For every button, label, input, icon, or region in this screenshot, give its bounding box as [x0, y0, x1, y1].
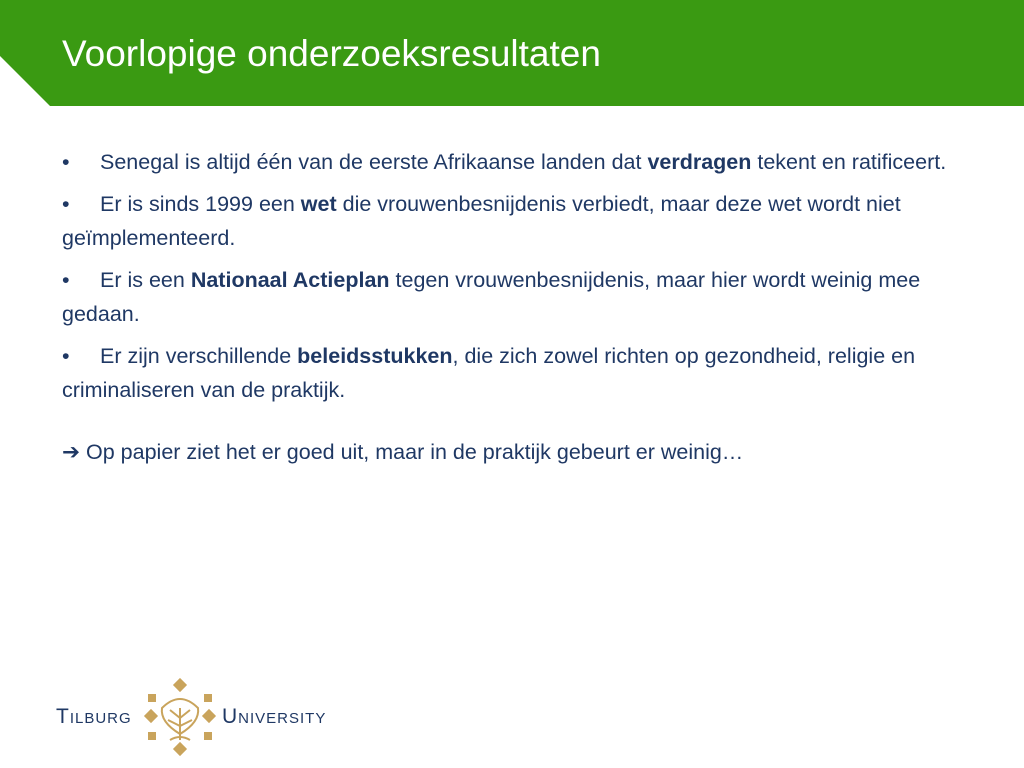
- bullet-emphasis: Nationaal Actieplan: [190, 268, 390, 292]
- bullet-text: tegen vrouwenbesnijdenis, maar hier wordt weinig mee gedaan.: [62, 268, 921, 326]
- bullet-text: tekent en ratificeert.: [751, 150, 947, 174]
- logo-word-left: Tilburg: [56, 705, 132, 728]
- arrow-right-icon: ➔: [62, 440, 81, 464]
- bullet-marker: •: [62, 192, 70, 216]
- bullet-text: Er zijn verschillende: [100, 344, 298, 368]
- bullet-emphasis: beleidsstukken: [297, 344, 453, 368]
- bullet-item: [62, 145, 972, 179]
- bullet-text: Senegal is altijd één van de eerste Afrikaanse landen dat: [100, 150, 648, 174]
- logo-word-right: University: [222, 705, 327, 728]
- slide-title: Voorlopige onderzoeksresultaten: [62, 33, 601, 74]
- bullet-emphasis: verdragen: [647, 150, 752, 174]
- bullet-text: Er is sinds 1999 een: [100, 192, 301, 216]
- conclusion-text: Op papier ziet het er goed uit, maar in de praktijk gebeurt er weinig…: [86, 440, 744, 464]
- bullet-item: [62, 339, 972, 407]
- bullet-item: [62, 187, 972, 255]
- conclusion-line: [62, 435, 972, 469]
- bullet-text: die vrouwenbesnijdenis verbiedt, maar deze wet wordt niet geïmplementeerd.: [62, 192, 901, 250]
- bullet-marker: •: [62, 344, 70, 368]
- slide-body: [62, 145, 972, 491]
- tree-emblem-icon: [142, 678, 218, 758]
- bullet-emphasis: wet: [300, 192, 337, 216]
- bullet-marker: •: [62, 268, 70, 292]
- bullet-marker: •: [62, 150, 70, 174]
- university-logo: [56, 678, 346, 758]
- bullet-text: , die zich zowel richten op gezondheid, religie en criminaliseren van de praktijk.: [62, 344, 916, 402]
- title-banner: [0, 0, 1024, 106]
- bullet-text: Er is een: [100, 268, 191, 292]
- bullet-item: [62, 263, 972, 331]
